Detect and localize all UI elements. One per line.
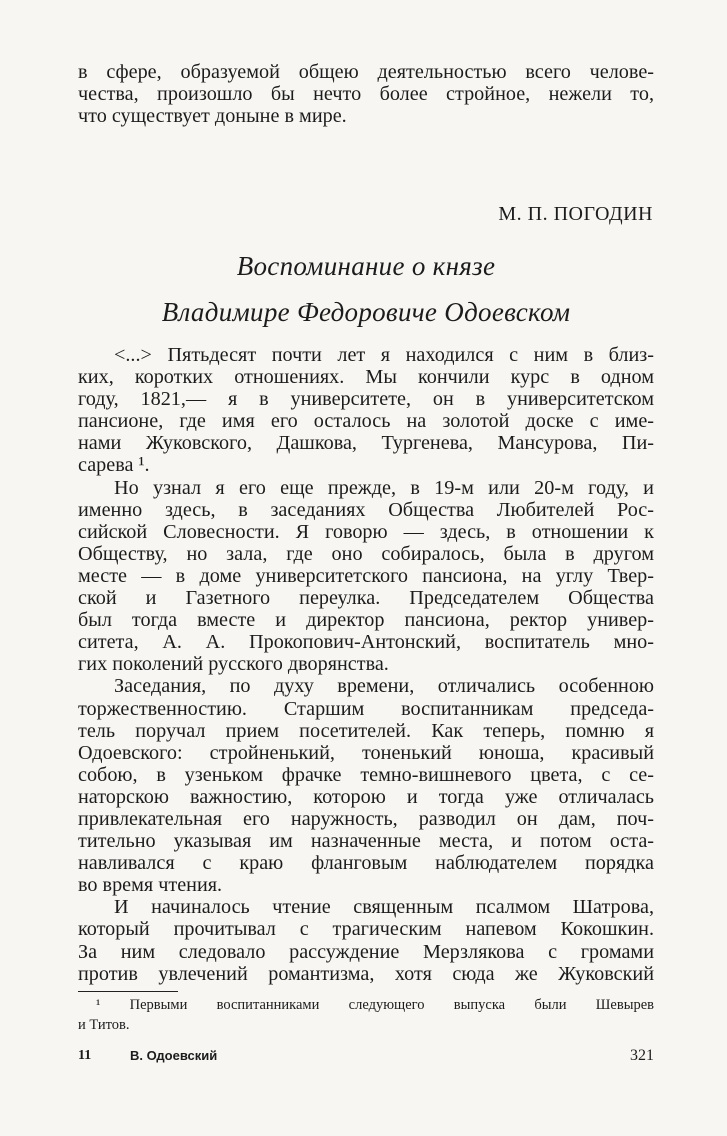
text-line: месте — в доме университетского пансиона, на углу Твер- xyxy=(78,564,654,587)
continuation-line: в сфере, образуемой общею деятельностью всего челове- xyxy=(78,61,654,83)
text-line: торжественностию. Старшим воспитанникам председа- xyxy=(78,697,654,720)
text-line: ситета, А. А. Прокопович-Антонский, воспитатель мно- xyxy=(78,631,654,654)
text-line: собою, в узеньком фрачке темно-вишневого цвета, с се- xyxy=(78,763,654,786)
text-line: Но узнал я его еще прежде, в 19-м или 20-м году, и xyxy=(114,476,654,499)
paragraph xyxy=(78,477,654,676)
text-line: Одоевского: стройненький, тоненький юноша, красивый xyxy=(78,741,654,764)
paragraph xyxy=(78,896,654,984)
running-title: В. Одоевский xyxy=(130,1048,218,1063)
text-line: сарева ¹. xyxy=(78,454,150,477)
author-name: М. П. ПОГОДИН xyxy=(498,203,653,225)
title-line: Воспоминание о князе xyxy=(236,251,496,281)
text-line: наторскою важностию, которою и тогда уже отличалась xyxy=(78,785,654,808)
text-line: навливался с краю фланговым наблюдателем порядка xyxy=(78,852,654,875)
text-line: был тогда вместе и директор пансиона, ректор универ- xyxy=(78,609,654,632)
text-line: во время чтения. xyxy=(78,874,223,897)
body-text xyxy=(78,344,654,985)
text-line: который прочитывал с трагическим напевом Кокошкин. xyxy=(78,918,654,941)
text-line: Заседания, по духу времени, отличались особенною xyxy=(114,675,654,698)
continuation-line: что существует доныне в мире. xyxy=(78,105,347,128)
text-line: тительно указывая им назначенные места, и потом оста- xyxy=(78,830,654,853)
text-line: против увлечений романтизма, хотя сюда же Жуковский xyxy=(78,962,654,985)
text-line: привлекательная его наружность, разводил он дам, поч- xyxy=(78,807,654,830)
paragraph xyxy=(78,675,654,896)
text-line: году, 1821,— я в университете, он в университетском xyxy=(78,388,654,411)
text-line: тель поручал прием посетителей. Как теперь, помню я xyxy=(78,719,654,742)
footnote-divider xyxy=(78,991,178,992)
chapter-title xyxy=(78,243,654,335)
title-line: Владимире Федоровиче Одоевском xyxy=(161,297,571,327)
text-line: ской и Газетного переулка. Председателем Общества xyxy=(78,587,654,610)
page-number: 321 xyxy=(630,1047,654,1064)
text-line: сийской Словесности. Я говорю — здесь, в отношении к xyxy=(78,520,654,543)
footnote xyxy=(78,995,654,1035)
text-line: гих поколений русского дворянства. xyxy=(78,653,389,676)
continuation-line: чества, произошло бы нечто более стройное, нежели то, xyxy=(78,83,654,106)
text-line: Обществу, но зала, где оно собиралось, была в другом xyxy=(78,542,654,565)
text-line: именно здесь, в заседаниях Общества Любителей Рос- xyxy=(78,498,654,521)
footnote-line: и Титов. xyxy=(78,1017,130,1033)
text-line: <...> Пятьдесят почти лет я находился с ним в близ- xyxy=(114,344,654,366)
paragraph xyxy=(78,344,654,477)
footnote-line: ¹ Первыми воспитанниками следующего выпуска были Шевырев xyxy=(96,997,654,1013)
signature-mark: 11 xyxy=(78,1048,92,1063)
continuation-text xyxy=(78,61,654,127)
text-line: И начиналось чтение священным псалмом Шатрова, xyxy=(114,896,654,919)
text-line: ких, коротких отношениях. Мы кончили курс в одном xyxy=(78,366,654,389)
page-footer xyxy=(78,1046,654,1066)
text-line: нами Жуковского, Дашкова, Тургенева, Мансурова, Пи- xyxy=(78,432,654,455)
text-line: За ним следовало рассуждение Мерзлякова с громами xyxy=(78,940,654,963)
text-line: пансионе, где имя его осталось на золотой доске с име- xyxy=(78,410,654,433)
